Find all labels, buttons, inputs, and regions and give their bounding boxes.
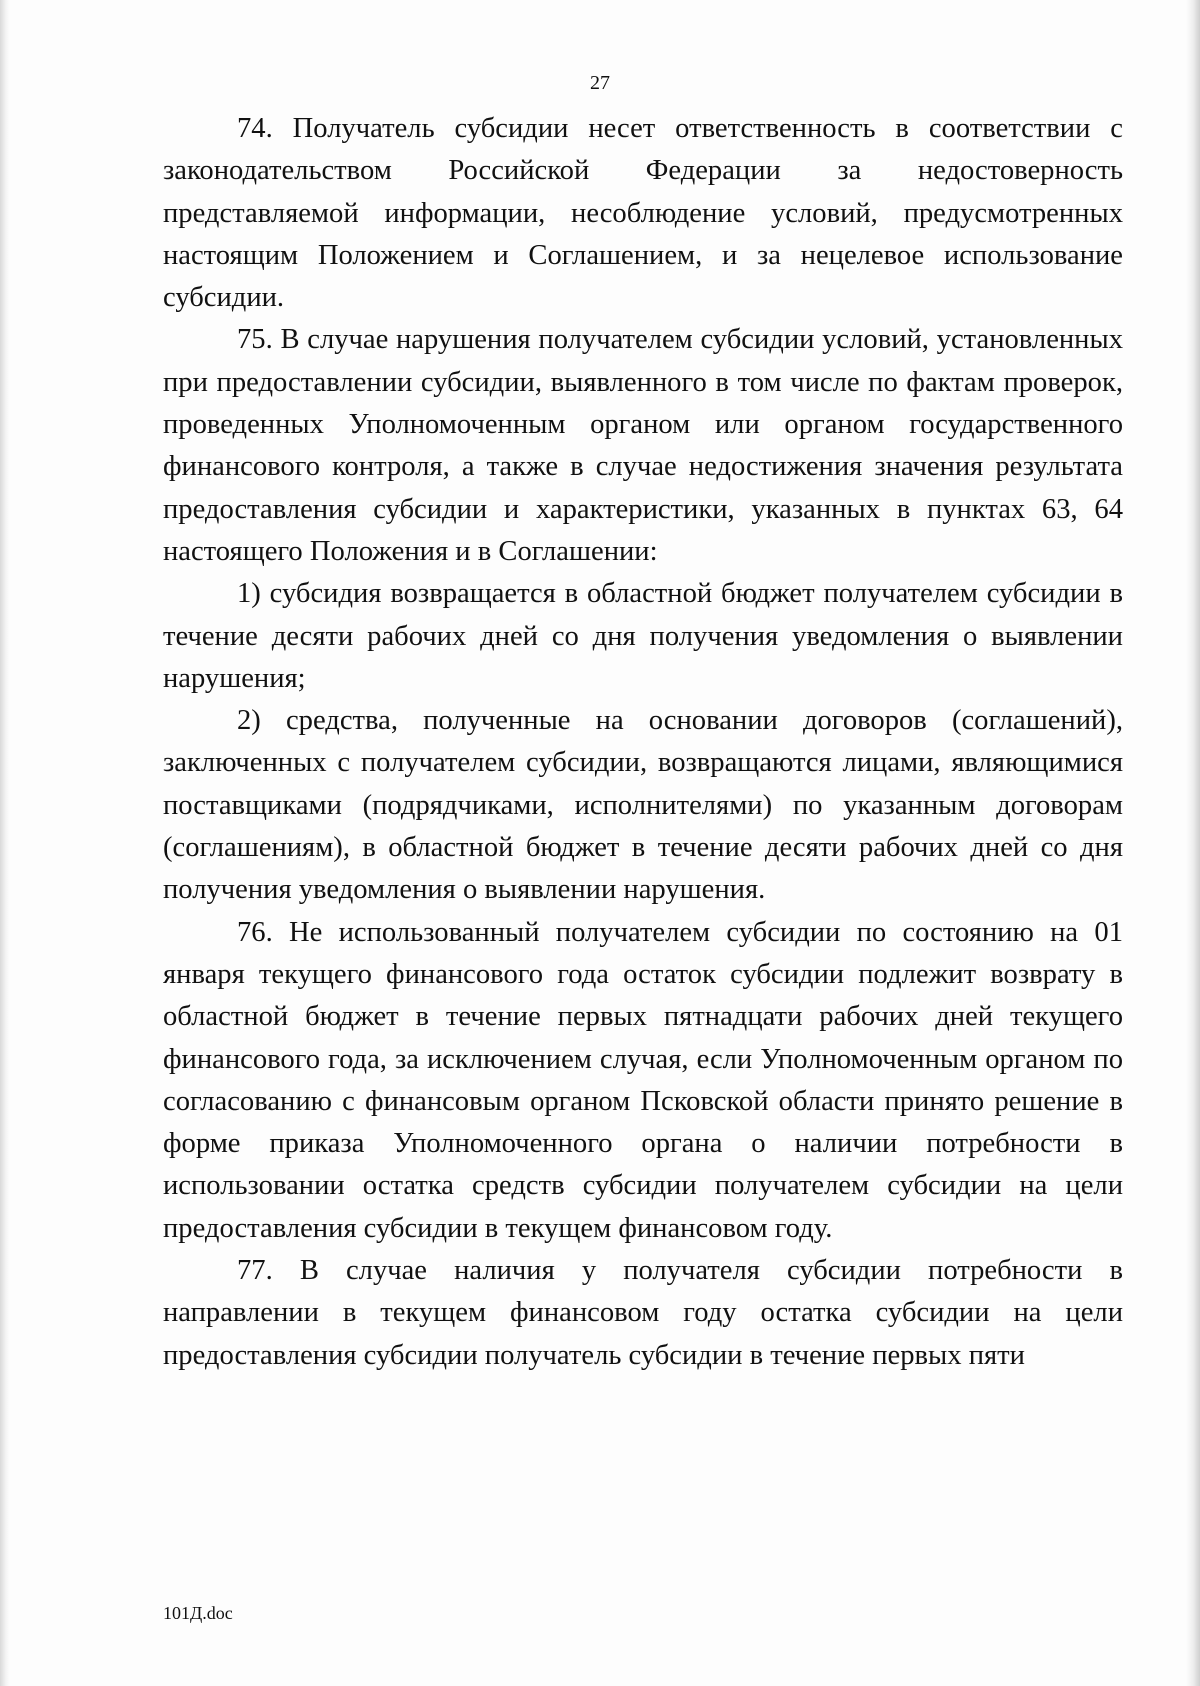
paragraph-77: 77. В случае наличия у получателя субсидии потребности в направлении в текущем финансовом году остатка субсидии на цели предоставления субсидии получатель субсидии в течение первых пяти <box>163 1255 1123 1371</box>
paragraph-76: 76. Не использованный получателем субсидии по состоянию на 01 января текущего финансового года остаток субсидии подлежит возврату в областной бюджет в течение первых пятнадцати рабочих дней текущего финансового года, за исключением случая, если Уполномоченным органом по согласованию с финансовым органом Псковской области принято решение в форме приказа Уполномоченного органа о наличии потребности в использовании остатка средств субсидии получателем субсидии на цели предоставления субсидии в текущем финансовом году. <box>163 916 1123 1244</box>
page-number: 27 <box>590 72 610 94</box>
subparagraph-1: 1) субсидия возвращается в областной бюджет получателем субсидии в течение десяти рабочих дней со дня получения уведомления о выявлении нарушения; <box>163 578 1123 694</box>
scan-edge-right <box>1186 0 1200 1686</box>
footer-filename: 101Д.doc <box>163 1603 233 1623</box>
scan-edge-left <box>0 0 10 1686</box>
paragraph-75: 75. В случае нарушения получателем субсидии условий, установленных при предоставлении субсидии, выявленного в том числе по фактам проверок, проведенных Уполномоченным органом или органом государственного финансового контроля, а также в случае недостижения значения результата предоставления субсидии и характеристики, указанных в пунктах 63, 64 настоящего Положения и в Соглашении: <box>163 324 1123 567</box>
subparagraph-2: 2) средства, полученные на основании договоров (соглашений), заключенных с получателем субсидии, возвращаются лицами, являющимися поставщиками (подрядчиками, исполнителями) по указанным договорам (соглашениям), в областной бюджет в течение десяти рабочих дней со дня получения уведомления о выявлении нарушения. <box>163 705 1123 906</box>
paragraph-74: 74. Получатель субсидии несет ответственность в соответствии с законодательством Российской Федерации за недостоверность представляемой информации, несоблюдение условий, предусмотренных настоящим Положением и Соглашением, и за нецелевое использование субсидии. <box>163 113 1123 314</box>
document-body <box>163 108 1123 1377</box>
